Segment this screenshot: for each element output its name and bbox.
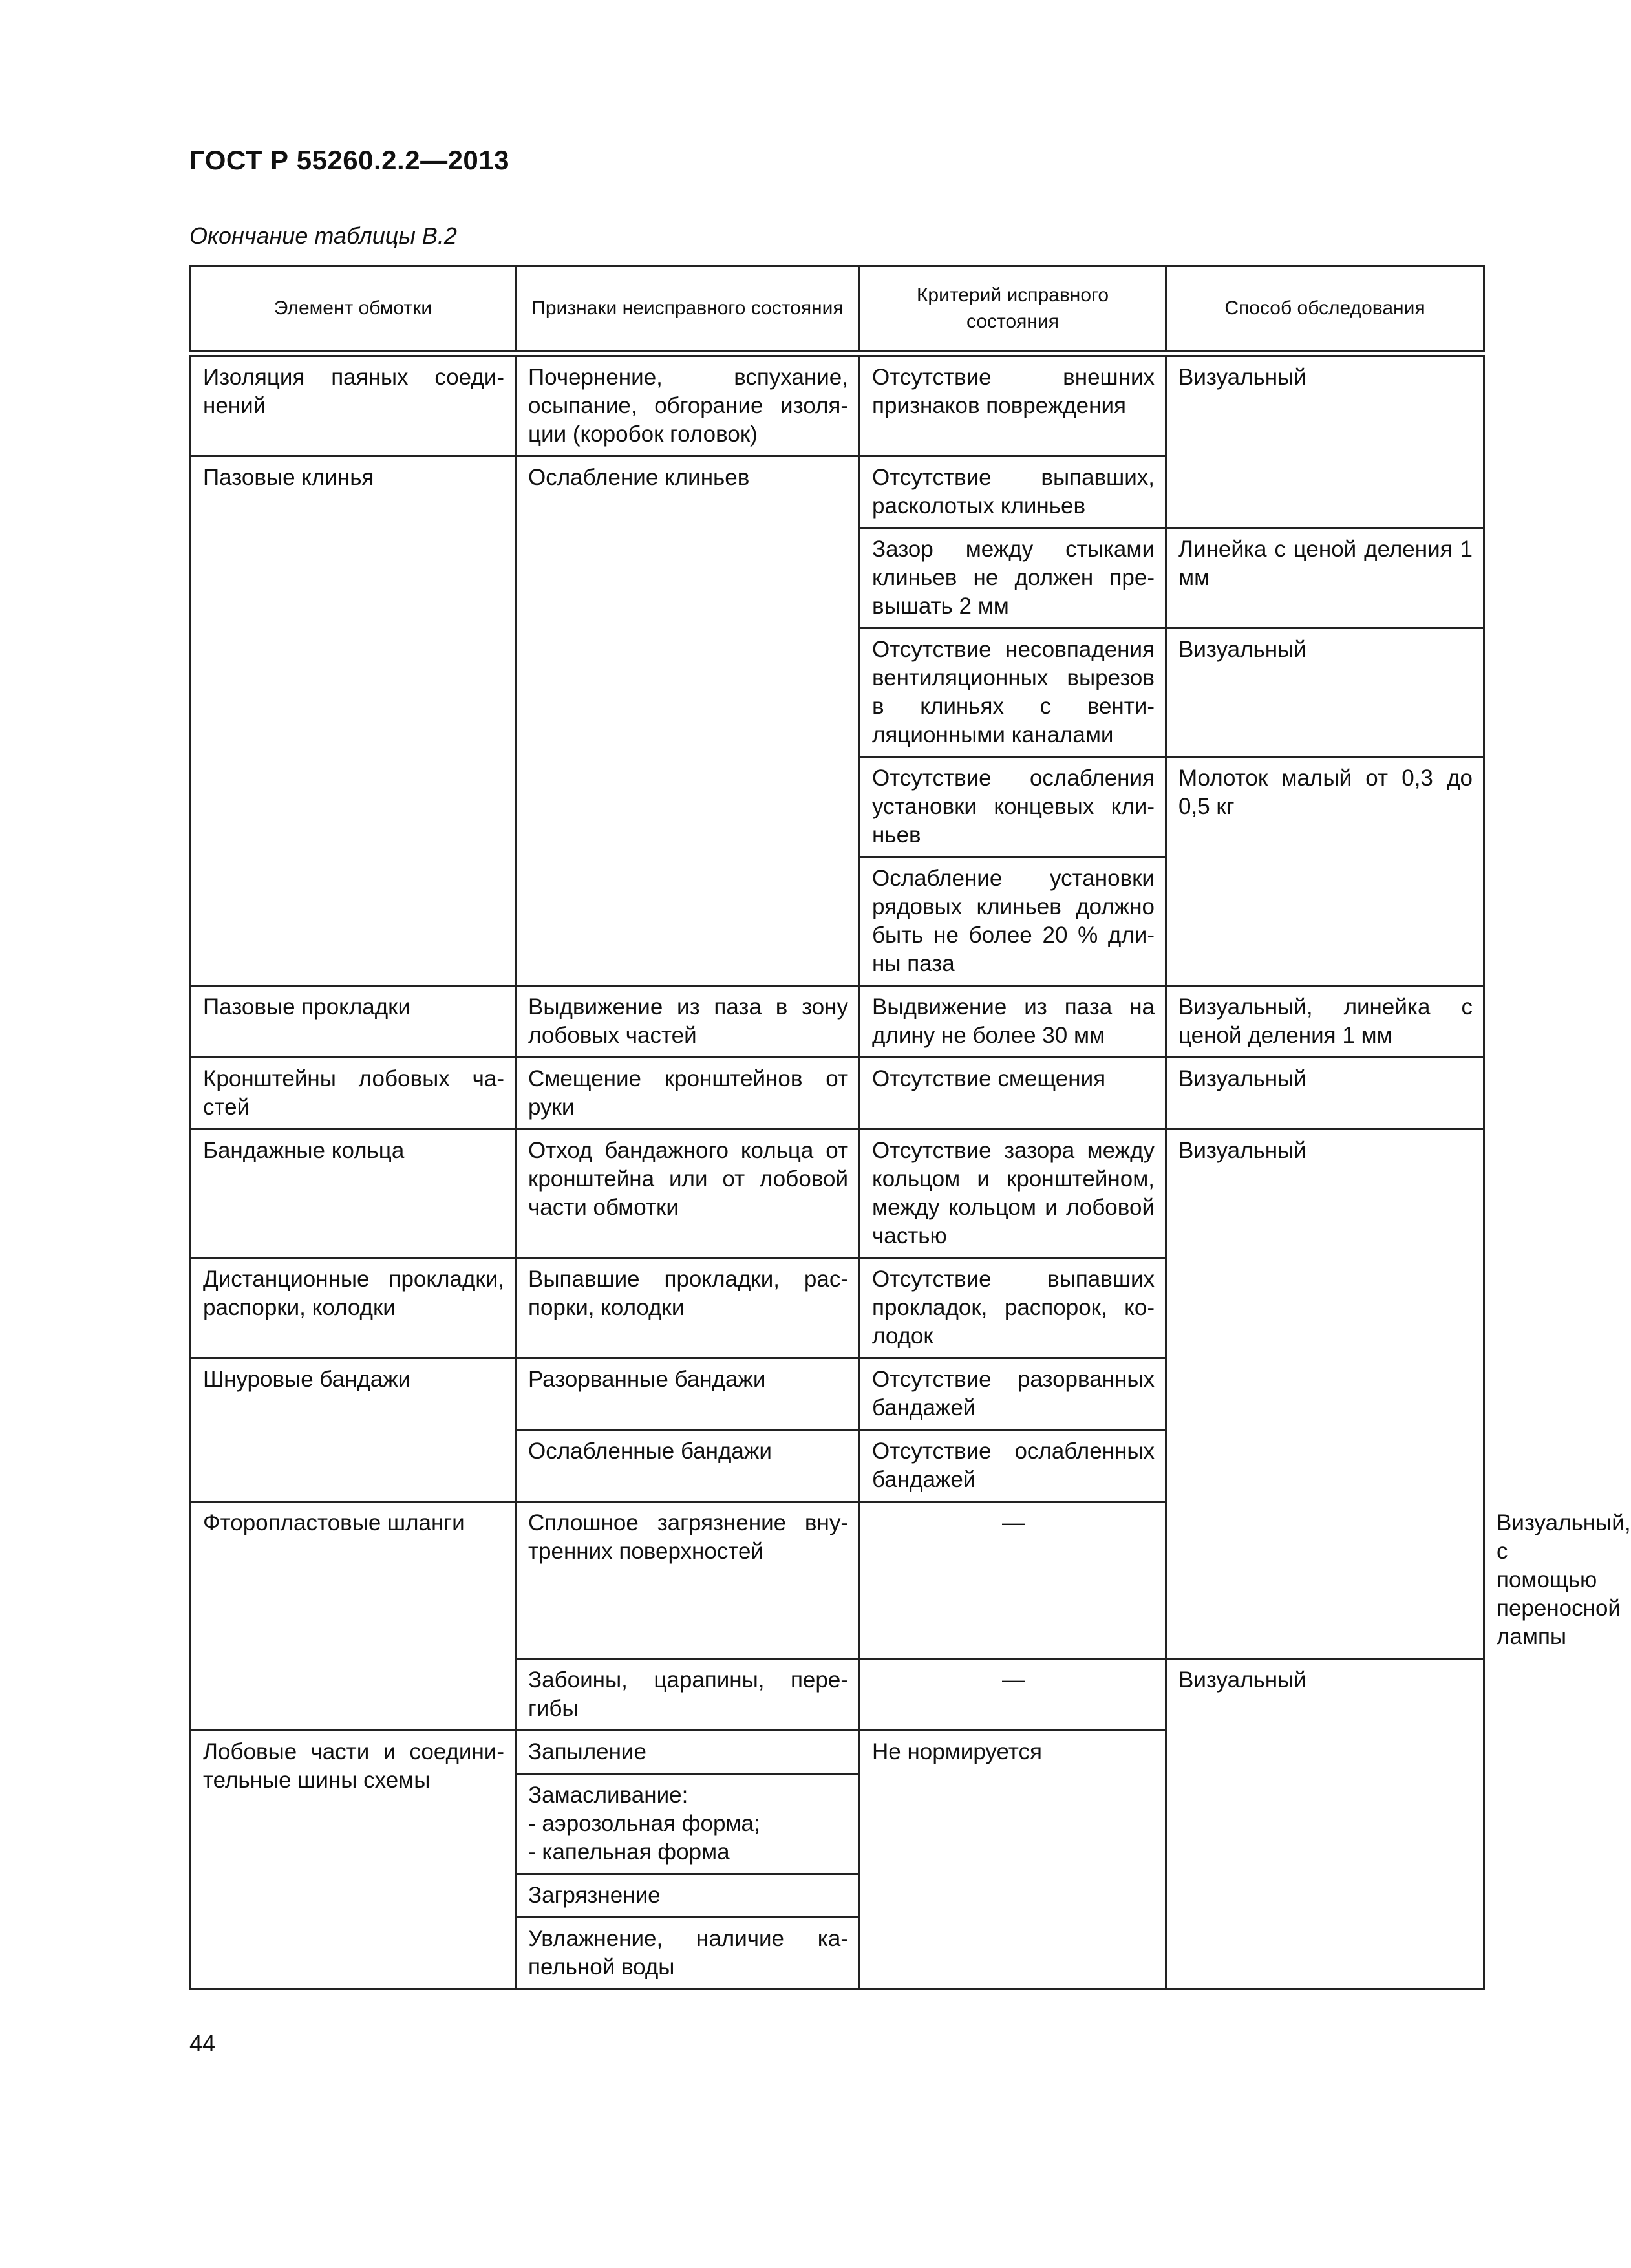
cell-fault-sign: Забоины, царапины, перегибы — [516, 1659, 860, 1731]
inspection-table — [189, 265, 1631, 1990]
cell-criterion: Отсутствие смещения — [860, 1058, 1166, 1129]
header-fault-signs: Признаки неисправного состояния — [516, 266, 860, 354]
cell-fault-sign: Выпавшие прокладки, распорки, колодки — [516, 1258, 860, 1358]
cell-fault-sign: Запыление — [516, 1731, 860, 1774]
cell-element: Пазовые клинья — [191, 456, 516, 986]
cell-element: Пазовые прокладки — [191, 986, 516, 1058]
cell-criterion: Отсутствие выпавших, расколотых клиньев — [860, 456, 1166, 528]
cell-fault-sign: Отход бандажного кольца от кронштейна или от лобовой части обмотки — [516, 1129, 860, 1258]
cell-element: Дистанционные прокладки, распорки, колодки — [191, 1258, 516, 1358]
cell-method: Линейка с ценой деления 1 мм — [1166, 528, 1484, 628]
cell-method: Визуальный — [1166, 354, 1484, 528]
header-method: Способ обследования — [1166, 266, 1484, 354]
cell-method: Молоток малый от 0,3 до 0,5 кг — [1166, 757, 1484, 986]
cell-element: Кронштейны лобовых частей — [191, 1058, 516, 1129]
cell-method: Визуальный — [1166, 1659, 1484, 1989]
cell-fault-sign: Выдвижение из паза в зону лобовых частей — [516, 986, 860, 1058]
cell-criterion: Зазор между стыками клиньев не должен превышать 2 мм — [860, 528, 1166, 628]
page-number: 44 — [189, 2030, 216, 2057]
cell-criterion: Отсутствие ослабления установки концевых клиньев — [860, 757, 1166, 857]
table-row — [191, 354, 1484, 456]
table-row — [191, 986, 1484, 1058]
cell-fault-sign: Разорванные бандажи — [516, 1358, 860, 1430]
cell-element: Шнуровые бандажи — [191, 1358, 516, 1502]
table-header-row — [191, 266, 1484, 354]
cell-element: Бандажные кольца — [191, 1129, 516, 1258]
cell-criterion: Отсутствие внешних признаков повреждения — [860, 354, 1166, 456]
cell-method: Визуальный — [1166, 1058, 1484, 1129]
cell-fault-sign: Замасливание: - аэрозольная форма; - капельная форма — [516, 1774, 860, 1874]
cell-method: Визуальный, линейка с ценой деления 1 мм — [1166, 986, 1484, 1058]
table-caption: Окончание таблицы В.2 — [189, 222, 457, 249]
cell-criterion: Отсутствие ослабленных бандажей — [860, 1430, 1166, 1502]
cell-fault-sign: Ослабление клиньев — [516, 456, 860, 986]
cell-criterion: — — [860, 1659, 1166, 1731]
header-element: Элемент обмотки — [191, 266, 516, 354]
table — [189, 265, 1631, 1990]
cell-criterion: Отсутствие несовпадения вентиляционных вырезов в клиньях с вентиляционными каналами — [860, 628, 1166, 757]
table-row — [191, 1129, 1484, 1258]
cell-fault-sign: Увлажнение, наличие капельной воды — [516, 1918, 860, 1989]
cell-fault-sign: Загрязнение — [516, 1874, 860, 1918]
cell-element: Изоляция паяных соединений — [191, 354, 516, 456]
cell-fault-sign: Смещение кронштейнов от руки — [516, 1058, 860, 1129]
cell-criterion: Не нормируется — [860, 1731, 1166, 1989]
cell-fault-sign: Сплошное загрязнение внутренних поверхностей — [516, 1502, 860, 1659]
cell-fault-sign: Ослабленные бандажи — [516, 1430, 860, 1502]
cell-method: Визуальный — [1166, 628, 1484, 757]
cell-fault-sign: Почернение, вспухание, осыпание, обгорание изоляции (коробок головок) — [516, 354, 860, 456]
cell-element: Фторопластовые шланги — [191, 1502, 516, 1731]
cell-criterion: Выдвижение из паза на длину не более 30 мм — [860, 986, 1166, 1058]
cell-criterion: Отсутствие выпавших прокладок, распорок, колодок — [860, 1258, 1166, 1358]
document-code: ГОСТ Р 55260.2.2—2013 — [189, 145, 509, 175]
cell-method: Визуальный — [1166, 1129, 1484, 1659]
cell-criterion: Отсутствие зазора между кольцом и кронштейном, между кольцом и лобовой частью — [860, 1129, 1166, 1258]
table-row — [191, 1058, 1484, 1129]
cell-element: Лобовые части и соединительные шины схемы — [191, 1731, 516, 1989]
cell-criterion: Ослабление установки рядовых клиньев должно быть не более 20 % длины паза — [860, 857, 1166, 986]
table-row: Фторопластовые шланги Сплошное загрязнение внутренних поверхностей — Визуальный, с помощью переносной лампы — [191, 1502, 1484, 1659]
cell-criterion: Отсутствие разорванных бандажей — [860, 1358, 1166, 1430]
header-criterion: Критерий исправного состояния — [860, 266, 1166, 354]
cell-criterion: — — [860, 1502, 1166, 1659]
